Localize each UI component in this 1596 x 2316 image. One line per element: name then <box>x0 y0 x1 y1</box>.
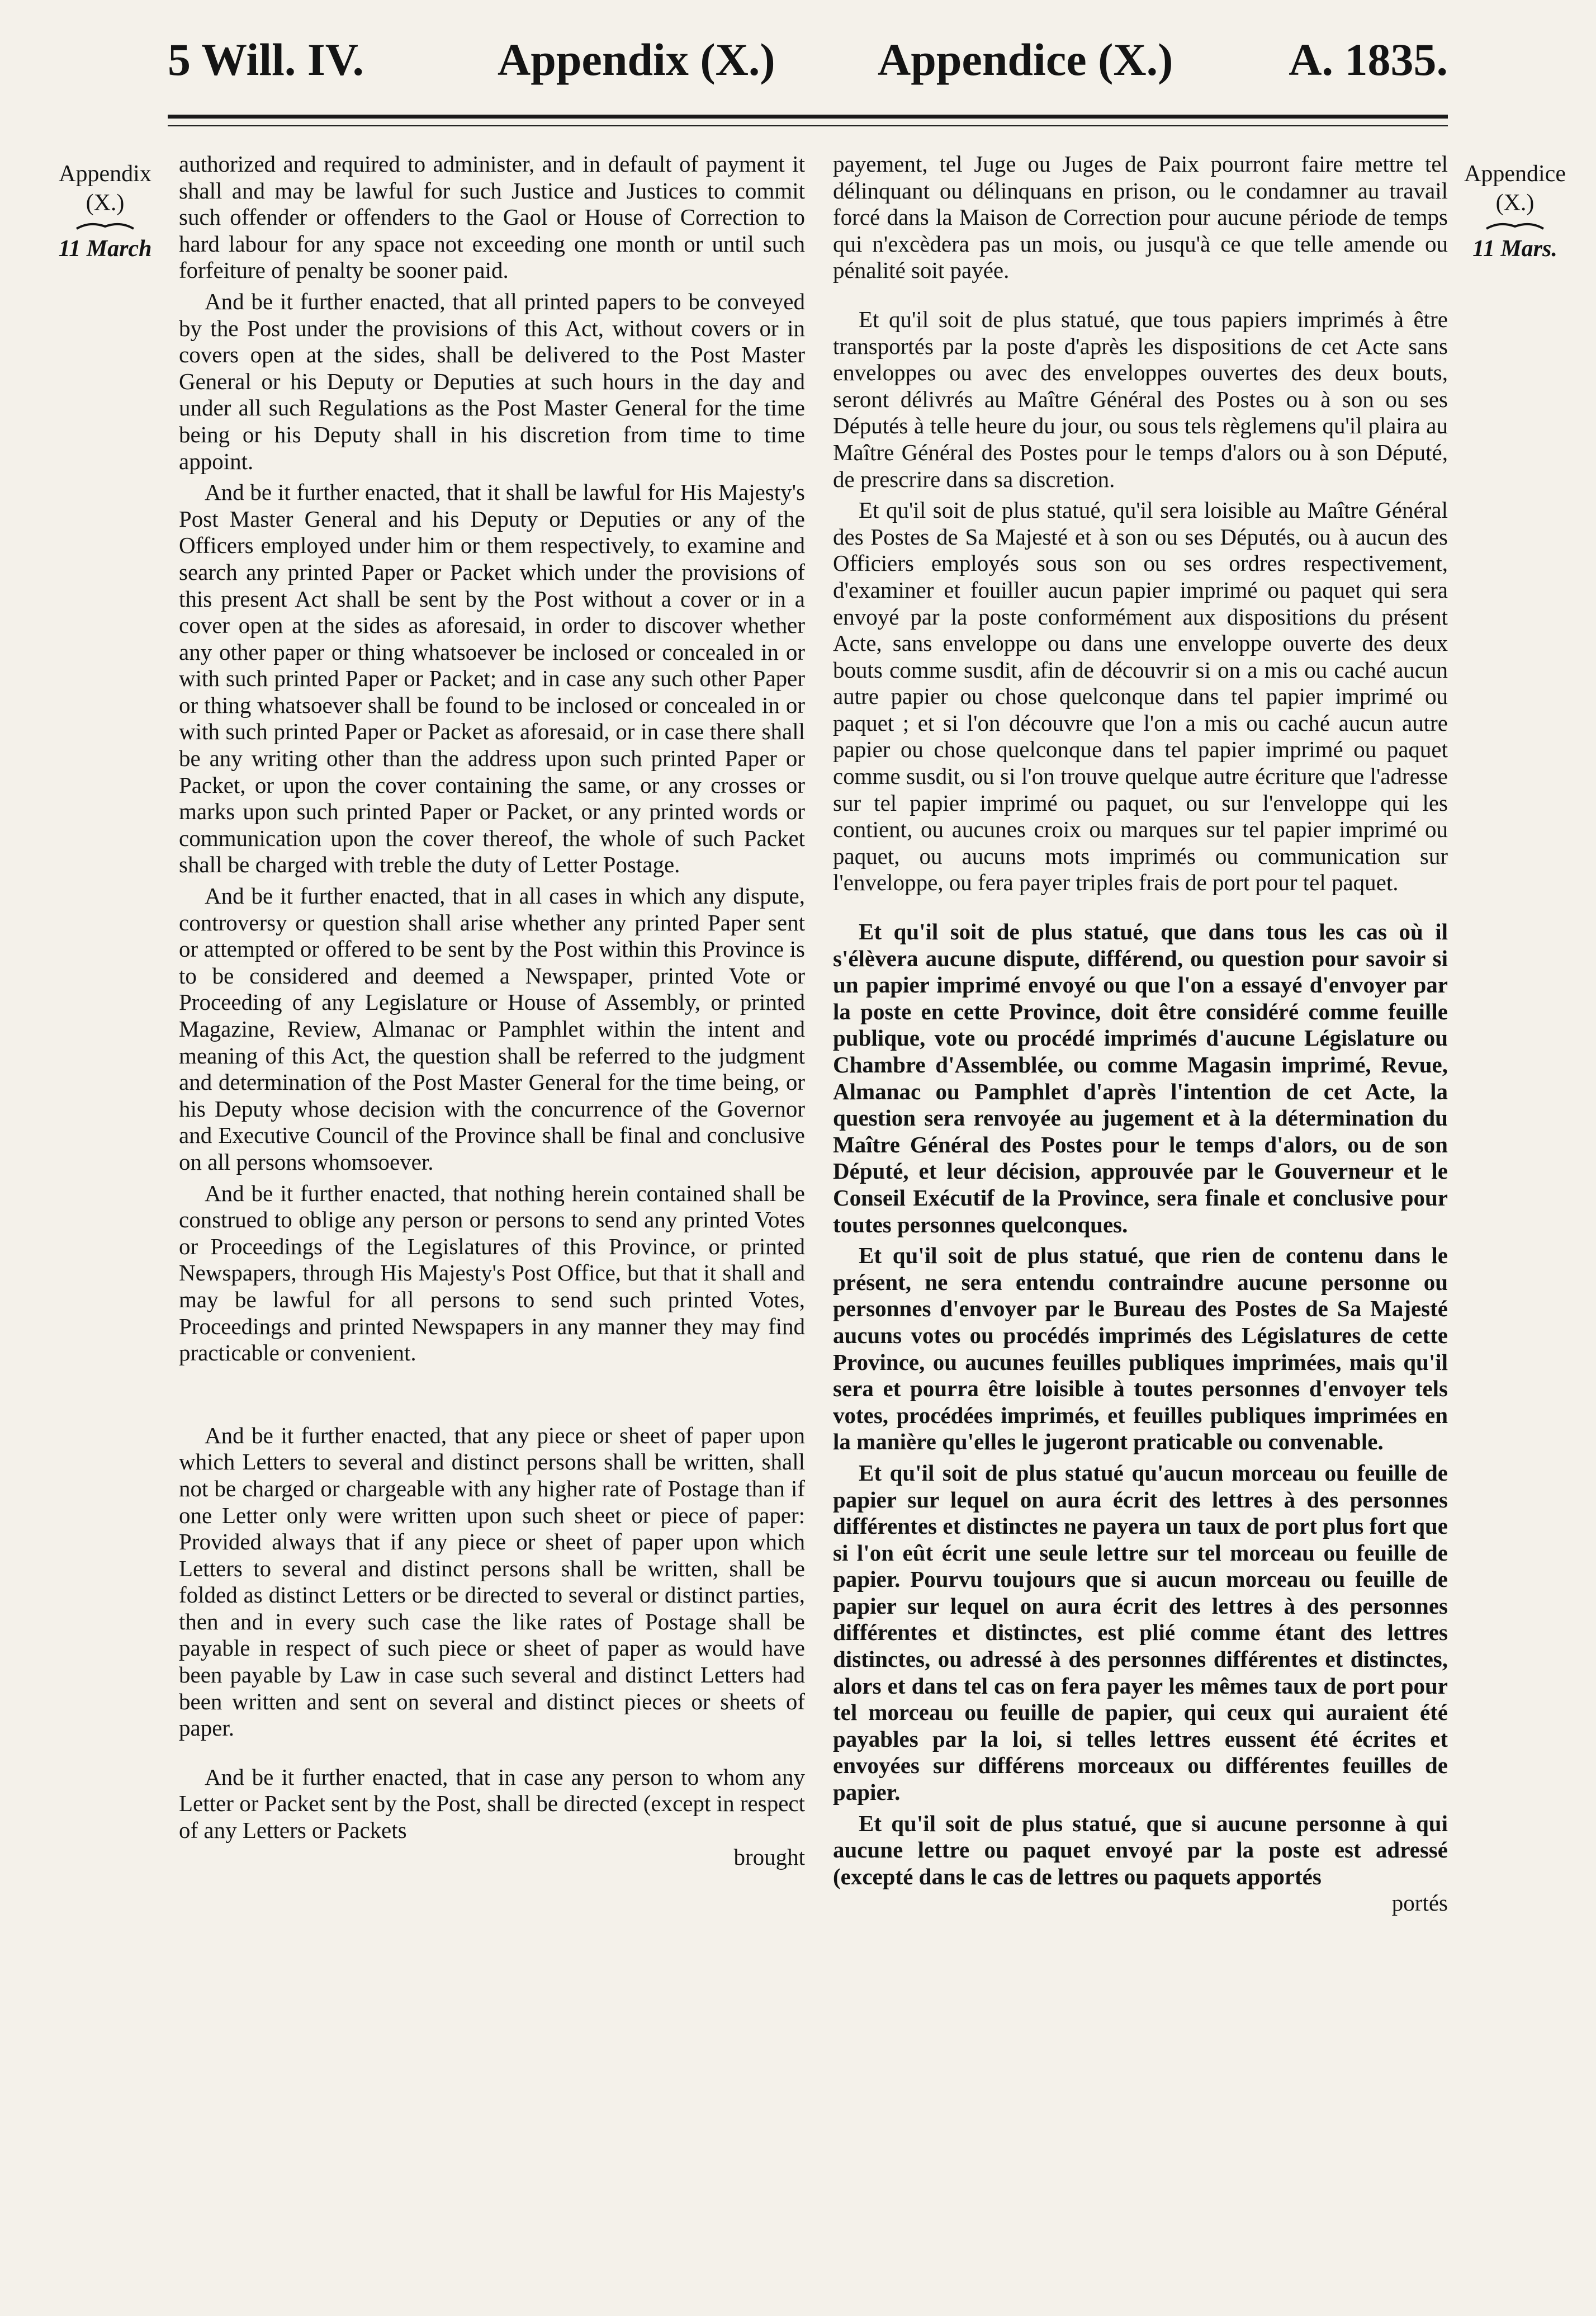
paragraph: Et qu'il soit de plus statué, que dans tous les cas où il s'élèvera aucune dispute, différend, ou question pour savoir si un papier imprimé envoyé ou que l'on a essayé d'envoyer par la poste en cette Province, doit être considéré comme feuille publique, vote ou procédé imprimés d'aucune Législature ou Chambre d'Assemblée, ou comme Magasin imprimé, Revue, Almanac ou Pamphlet d'après l'intention de cet Acte, la question sera renvoyée au jugement et à la détermination du Maître Général des Postes pour le temps d'alors, ou de son Député, et leur décision, approuvée par le Gouverneur et le Conseil Exécutif de la Province, sera finale et conclusive pour toutes personnes quelconques. <box>833 919 1448 1237</box>
page-header <box>168 34 1448 101</box>
margin-date: 11 Mars. <box>1472 236 1557 262</box>
paragraph: And be it further enacted, that in case any person to whom any Letter or Packet sent by the Post, shall be directed (except in respect of any Letters or Packets <box>179 1764 805 1844</box>
margin-code: (X.) <box>1495 190 1535 216</box>
paragraph: Et qu'il soit de plus statué, que tous papiers imprimés à être transportés par la poste d'après les dispositions de cet Acte sans enveloppes ou avec des enveloppes ouvertes des deux bouts, seront délivrés au Maître Général des Postes ou à son ou ses Députés à telle heure du jour, ou sous tels règlemens qu'il plaira au Maître Général des Postes pour le temps d'alors ou à son Député, de prescrire dans sa discretion. <box>833 306 1448 492</box>
margin-title: Appendice <box>1464 161 1566 187</box>
flourish-icon <box>74 220 136 232</box>
header-rule-thick <box>168 115 1448 119</box>
paragraph: authorized and required to administer, and in default of payment it shall and may be lawful for such Justice and Justices to commit such offender or offenders to the Gaol or House of Correction to hard labour for any space not exceeding one month or until such forfeiture of penalty be sooner paid. <box>179 151 805 283</box>
margin-title: Appendix <box>59 161 151 187</box>
header-appendix-french: Appendice (X.) <box>878 34 1173 85</box>
paragraph: Et qu'il soit de plus statué, que si aucune personne à qui aucune lettre ou paquet envoyé par la poste est adressé (excepté dans le cas de lettres ou paquets apportés <box>833 1810 1448 1889</box>
paragraph: And be it further enacted, that nothing herein contained shall be construed to oblige any person or persons to send any printed Votes or Proceedings of the Legislatures of this Province, or printed Newspapers, through His Majesty's Post Office, but that it shall and may be lawful for all persons to send such printed Votes, Proceedings and printed Newspapers in any manner they may find practicable or convenient. <box>179 1180 805 1366</box>
french-column <box>833 151 1448 2265</box>
header-appendix-english: Appendix (X.) <box>498 34 775 85</box>
header-rule-thin <box>168 125 1448 126</box>
paragraph: Et qu'il soit de plus statué, qu'il sera loisible au Maître Général des Postes de Sa Majesté et à son ou ses Députés, ou à aucun des Officiers employés sous son ou ses ordres respectivement, d'examiner et fouiller aucun papier imprimé ou paquet qui sera envoyé par la poste conformément aux dispositions du présent Acte, sans enveloppe ou dans une enveloppe ouverte des deux bouts comme susdit, afin de découvrir si on a mis ou caché aucun autre papier ou chose quelconque dans tel papier imprimé ou paquet ; et si l'on découvre que l'on a mis ou caché aucun autre papier ou chose quelconque dans tel papier imprimé ou paquet comme susdit, ou si l'on trouve quelque autre écriture que l'adresse sur tel papier imprimé ou paquet, ou sur l'enveloppe qui les contient, ou aucunes croix ou marques sur tel papier imprimé ou paquet, ou aucuns mots imprimés ou communication sur l'enveloppe, ou fera payer triples frais de port pour tel paquet. <box>833 497 1448 896</box>
paragraph: Et qu'il soit de plus statué qu'aucun morceau ou feuille de papier sur lequel on aura écrit des lettres à des personnes différentes et distinctes ne payera un taux de port plus fort que si l'on eût écrit une seule lettre sur tel morceau ou feuille de papier. Pourvu toujours que si aucun morceau ou feuille de papier sur lequel on aura écrit des lettres à des personnes différentes et distinctes, est plié comme étant des lettres distinctes, ou adressé à des personnes différentes et distinctes, alors et dans tel cas on fera payer les mêmes taux de port pour tel morceau ou feuille de papier, qui ceux qui auraient été payables par la loi, si telles lettres eussent été écrites et envoyées sur différens morceaux ou différentes feuilles de papier. <box>833 1459 1448 1805</box>
paragraph: And be it further enacted, that any piece or sheet of paper upon which Letters to several and distinct persons shall be written, shall not be charged or chargeable with any higher rate of Postage than if one Letter only were written upon such sheet or piece of paper: Provided always that if any piece or sheet of paper upon which Letters to several and distinct persons shall be written, shall be folded as distinct Letters or be directed to several or distinct parties, then and in every such case the like rates of Postage shall be payable in respect of such piece or sheet of paper as would have been payable by Law in case such several and distinct Letters had been written and sent on several and distinct pieces or sheets of paper. <box>179 1422 805 1741</box>
margin-note-right <box>1453 159 1576 263</box>
paragraph: Et qu'il soit de plus statué, que rien de contenu dans le présent, ne sera entendu contraindre aucune personne ou personnes d'envoyer par le Bureau des Postes de Sa Majesté aucuns votes ou procédés imprimés des Législatures de cette Province, ou aucunes feuilles publiques imprimées, mais qu'il sera et pourra être loisible à toutes personnes d'envoyer tels votes, procédées imprimés, et feuilles publiques imprimées en la manière qu'elles le jugeront praticable ou convenable. <box>833 1242 1448 1455</box>
margin-date: 11 March <box>58 236 152 262</box>
paragraph: And be it further enacted, that it shall be lawful for His Majesty's Post Master General and his Deputy or Deputies or any of the Officers employed under him or them respectively, to examine and search any printed Paper or Packet which under the provisions of this present Act shall be sent by the Post without a cover or in a cover open at the sides as aforesaid, in order to discover whether any other paper or thing whatsoever be inclosed or concealed in or with such printed Paper or Packet; and in case any such other Paper or thing whatsoever shall be found to be inclosed or concealed in or with such printed Paper or Packet as aforesaid, or in case there shall be any writing other than the address upon such printed Paper or Packet, or upon the cover containing the same, or any crosses or marks upon such printed Paper or Packet, or any printed words or communication upon the cover thereof, the whole of such Packet shall be charged with treble the duty of Letter Postage. <box>179 479 805 878</box>
catchword: portés <box>1391 1890 1448 1916</box>
english-column <box>179 151 805 2265</box>
margin-note-left <box>44 159 167 263</box>
header-regnal-year: 5 Will. IV. <box>168 34 364 85</box>
flourish-icon <box>1484 220 1546 232</box>
catchword: brought <box>733 1844 805 1870</box>
paragraph: And be it further enacted, that in all cases in which any dispute, controversy or question shall arise whether any printed Paper sent or attempted or offered to be sent by the Post within this Province is to be considered and deemed a Newspaper, printed Vote or Proceeding of any Legislature or House of Assembly, or printed Magazine, Review, Almanac or Pamphlet within the intent and meaning of this Act, the question shall be referred to the judgment and determination of the Post Master General for the time being, or his Deputy whose decision with the concurrence of the Governor and Executive Council of the Province shall be final and conclusive on all persons whomsoever. <box>179 883 805 1175</box>
header-year: A. 1835. <box>1289 34 1448 85</box>
margin-code: (X.) <box>86 190 125 216</box>
paragraph: And be it further enacted, that all printed papers to be conveyed by the Post under the provisions of this Act, without covers or in covers open at the sides, shall be delivered to the Post Master General or his Deputy or Deputies at such hours in the day and under all such Regulations as the Post Master General for the time being or his Deputy shall in his discretion from time to time appoint. <box>179 288 805 474</box>
paragraph: payement, tel Juge ou Juges de Paix pourront faire mettre tel délinquant ou délinquans en prison, ou le condamner au travail forcé dans la Maison de Correction pour aucune période de temps qui n'excèdera pas un mois, ou jusqu'à ce que telle amende ou pénalité soit payée. <box>833 151 1448 283</box>
